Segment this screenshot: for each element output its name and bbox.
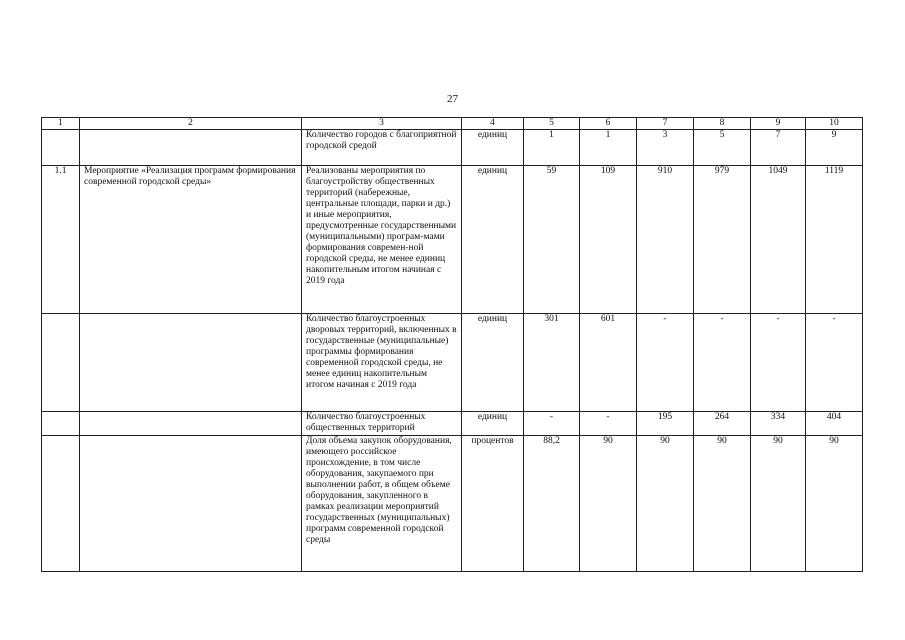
value-cell: - xyxy=(580,412,637,436)
value-cell: 90 xyxy=(580,436,637,572)
table-row xyxy=(42,436,863,572)
value-cell: 404 xyxy=(806,412,863,436)
unit-cell: единиц xyxy=(462,130,524,166)
indicators-table xyxy=(41,117,863,572)
value-cell: 1049 xyxy=(751,166,806,314)
value-cell: 264 xyxy=(694,412,751,436)
unit-cell: единиц xyxy=(462,166,524,314)
activity-cell xyxy=(80,412,302,436)
table-row xyxy=(42,412,863,436)
value-cell: 7 xyxy=(751,130,806,166)
value-cell: - xyxy=(637,314,694,412)
value-cell: 1119 xyxy=(806,166,863,314)
value-cell: 979 xyxy=(694,166,751,314)
column-header: 4 xyxy=(462,118,524,130)
row-number xyxy=(42,412,80,436)
value-cell: 301 xyxy=(524,314,580,412)
value-cell: - xyxy=(524,412,580,436)
unit-cell: единиц xyxy=(462,314,524,412)
column-header: 10 xyxy=(806,118,863,130)
value-cell: 88,2 xyxy=(524,436,580,572)
value-cell: 59 xyxy=(524,166,580,314)
column-header: 9 xyxy=(751,118,806,130)
value-cell: 1 xyxy=(524,130,580,166)
column-header: 2 xyxy=(80,118,302,130)
value-cell: 90 xyxy=(637,436,694,572)
value-cell: 90 xyxy=(694,436,751,572)
row-number xyxy=(42,436,80,572)
column-header: 8 xyxy=(694,118,751,130)
indicator-cell: Количество благоустроенных общественных территорий xyxy=(302,412,462,436)
indicator-cell: Доля объема закупок оборудования, имеющего российское происхождение, в том числе оборудования, закупаемого при выполнении работ, в общем объеме оборудования, закупленного в рамках реализации мероприятий государственных (муниципальных) программ современной городской среды xyxy=(302,436,462,572)
value-cell: 195 xyxy=(637,412,694,436)
row-number: 1.1 xyxy=(42,166,80,314)
activity-cell xyxy=(80,314,302,412)
column-header: 3 xyxy=(302,118,462,130)
value-cell: 1 xyxy=(580,130,637,166)
column-header: 1 xyxy=(42,118,80,130)
indicator-cell: Реализованы мероприятия по благоустройству общественных территорий (набережные, центральные площади, парки и др.) и иные мероприятия, предусмотренные государственными (муниципальными) програм-мами формирования современ-ной городской среды, не менее единиц накопительным итогом начиная с 2019 года xyxy=(302,166,462,314)
activity-cell xyxy=(80,436,302,572)
table-header-row xyxy=(42,118,863,130)
row-number xyxy=(42,314,80,412)
unit-cell: единиц xyxy=(462,412,524,436)
value-cell: 3 xyxy=(637,130,694,166)
unit-cell: процентов xyxy=(462,436,524,572)
value-cell: 334 xyxy=(751,412,806,436)
value-cell: 5 xyxy=(694,130,751,166)
value-cell: 90 xyxy=(751,436,806,572)
table-row xyxy=(42,166,863,314)
column-header: 6 xyxy=(580,118,637,130)
value-cell: - xyxy=(751,314,806,412)
value-cell: 109 xyxy=(580,166,637,314)
page-number: 27 xyxy=(447,93,458,105)
activity-cell: Мероприятие «Реализация программ формирования современной городской среды» xyxy=(80,166,302,314)
value-cell: 90 xyxy=(806,436,863,572)
column-header: 7 xyxy=(637,118,694,130)
indicator-cell: Количество благоустроенных дворовых территорий, включенных в государственные (муниципальные) программы формирования современной городской среды, не менее единиц накопительным итогом начиная с 2019 года xyxy=(302,314,462,412)
column-header: 5 xyxy=(524,118,580,130)
value-cell: 9 xyxy=(806,130,863,166)
value-cell: - xyxy=(806,314,863,412)
value-cell: - xyxy=(694,314,751,412)
value-cell: 910 xyxy=(637,166,694,314)
row-number xyxy=(42,130,80,166)
indicator-cell: Количество городов с благоприятной городской средой xyxy=(302,130,462,166)
activity-cell xyxy=(80,130,302,166)
table-row xyxy=(42,314,863,412)
table-row xyxy=(42,130,863,166)
value-cell: 601 xyxy=(580,314,637,412)
